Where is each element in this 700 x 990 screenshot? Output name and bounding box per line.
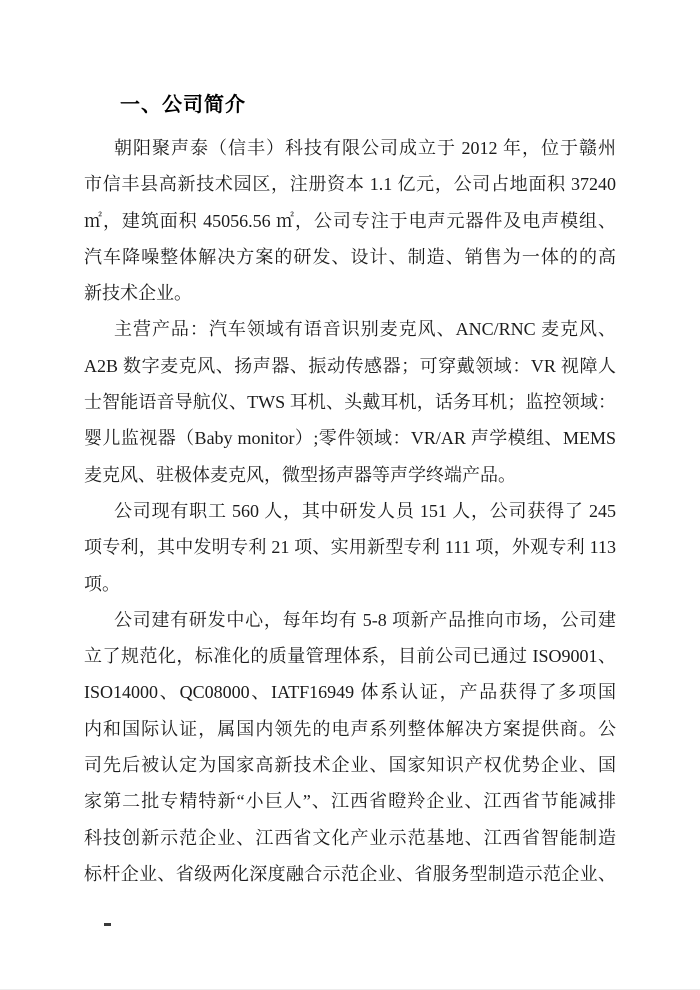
paragraph-line: 家第二批专精特新“小巨人”、江西省瞪羚企业、江西省节能减排	[84, 791, 616, 812]
paragraph-line: 标杆企业、省级两化深度融合示范企业、省服务型制造示范企业、	[84, 863, 616, 884]
paragraph-line: 公司现有职工 560 人，其中研发人员 151 人，公司获得了 245	[114, 500, 616, 521]
paragraph-line: ISO14000、QC08000、IATF16949 体系认证，产品获得了多项国	[84, 682, 616, 703]
paragraph-line: 市信丰县高新技术园区，注册资本 1.1 亿元，公司占地面积 37240	[84, 174, 616, 195]
paragraph-line: 内和国际认证，属国内领先的电声系列整体解决方案提供商。公	[84, 718, 616, 739]
paragraph-line: 主营产品：汽车领域有语音识别麦克风、ANC/RNC 麦克风、	[114, 319, 616, 340]
document-body	[84, 90, 616, 892]
paragraph-line: 项专利，其中发明专利 21 项、实用新型专利 111 项，外观专利 113	[84, 537, 616, 558]
paragraph-line: 科技创新示范企业、江西省文化产业示范基地、江西省智能制造	[84, 827, 616, 848]
paragraph-line: ㎡，建筑面积 45056.56 ㎡，公司专注于电声元器件及电声模组、	[84, 210, 616, 231]
paragraph-line: 司先后被认定为国家高新技术企业、国家知识产权优势企业、国	[84, 755, 616, 776]
paragraph-line: 婴儿监视器（Baby monitor）;零件领域：VR/AR 声学模组、MEMS	[84, 428, 616, 449]
paragraph-line: 新技术企业。	[84, 283, 192, 304]
paragraph-line: 公司建有研发中心，每年均有 5-8 项新产品推向市场，公司建	[114, 609, 616, 630]
stray-dash-mark	[104, 923, 111, 926]
paragraph-line: 士智能语音导航仪、TWS 耳机、头戴耳机，话务耳机；监控领域：	[84, 392, 616, 413]
paragraph-line: 立了规范化，标准化的质量管理体系，目前公司已通过 ISO9001、	[84, 646, 616, 667]
paragraph-line: 汽车降噪整体解决方案的研发、设计、制造、销售为一体的的高	[84, 246, 616, 267]
section-heading: 一、公司简介	[120, 94, 246, 116]
paragraph-line: 麦克风、驻极体麦克风，微型扬声器等声学终端产品。	[84, 464, 516, 485]
paragraph-line: 项。	[84, 573, 120, 594]
paragraph-line: 朝阳聚声泰（信丰）科技有限公司成立于 2012 年，位于赣州	[114, 138, 616, 158]
paragraph-line: A2B 数字麦克风、扬声器、振动传感器；可穿戴领域：VR 视障人	[84, 355, 616, 376]
